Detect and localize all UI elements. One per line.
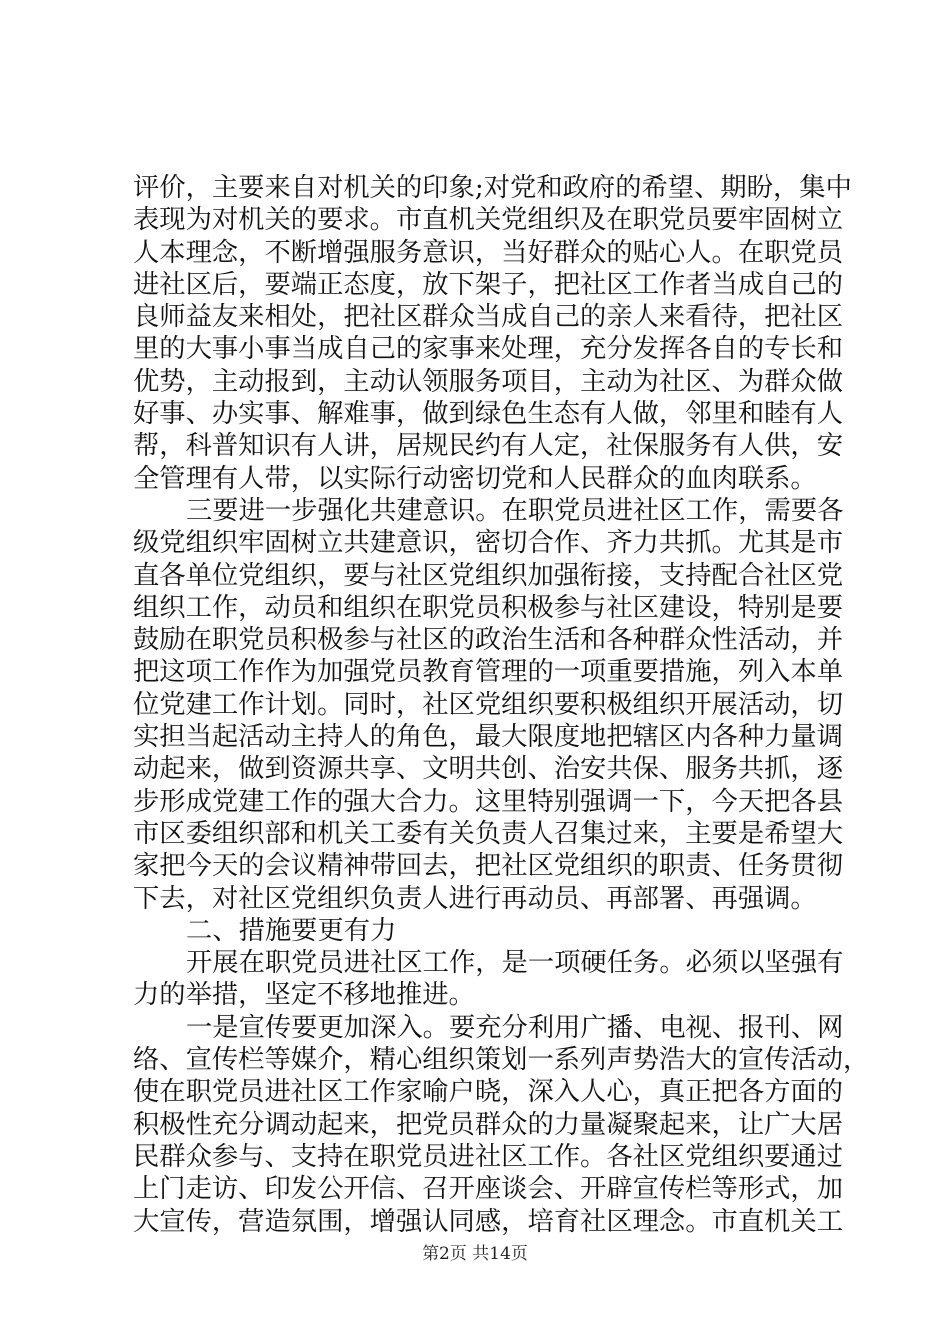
text-line: 组织工作，动员和组织在职党员积极参与社区建设，特别是要 xyxy=(133,592,844,623)
text-line: 家把今天的会议精神带回去，把社区党组织的职责、任务贯彻 xyxy=(133,851,844,882)
text-line: 人本理念，不断增强服务意识，当好群众的贴心人。在职党员 xyxy=(133,237,844,268)
text-line: 表现为对机关的要求。市直机关党组织及在职党员要牢固树立 xyxy=(133,205,844,236)
text-line: 力的举措，坚定不移地推进。 xyxy=(133,980,475,1011)
text-line: 评价，主要来自对机关的印象;对党和政府的希望、期盼，集中 xyxy=(133,173,852,203)
paragraph-start-line: 一是宣传要更加深入。要充分利用广播、电视、报刊、网 xyxy=(186,1012,844,1043)
text-line: 鼓励在职党员积极参与社区的政治生活和各种群众性活动，并 xyxy=(133,625,844,656)
text-line: 上门走访、印发公开信、召开座谈会、开辟宣传栏等形式，加 xyxy=(133,1174,844,1205)
text-line: 位党建工作计划。同时，社区党组织要积极组织开展活动，切 xyxy=(133,689,844,720)
text-line: 直各单位党组织，要与社区党组织加强衔接，支持配合社区党 xyxy=(133,560,844,591)
text-line: 实担当起活动主持人的角色，最大限度地把辖区内各种力量调 xyxy=(133,722,844,753)
paragraph-start-line: 开展在职党员进社区工作，是一项硬任务。必须以坚强有 xyxy=(186,948,844,979)
text-line: 民群众参与、支持在职党员进社区工作。各社区党组织要通过 xyxy=(133,1141,844,1172)
page-number-footer: 第2页 共14页 xyxy=(422,1244,528,1264)
text-line: 进社区后，要端正态度，放下架子，把社区工作者当成自己的 xyxy=(133,269,844,300)
text-line: 里的大事小事当成自己的家事来处理，充分发挥各自的专长和 xyxy=(133,334,844,365)
text-line: 全管理有人带，以实际行动密切党和人民群众的血肉联系。 xyxy=(133,463,817,494)
text-line: 动起来，做到资源共享、文明共创、治安共保、服务共抓，逐 xyxy=(133,754,844,785)
text-line: 步形成党建工作的强大合力。这里特别强调一下，今天把各县 xyxy=(133,786,844,817)
text-line: 使在职党员进社区工作家喻户晓，深入人心，真正把各方面的 xyxy=(133,1077,844,1108)
text-line: 市区委组织部和机关工委有关负责人召集过来，主要是希望大 xyxy=(133,818,844,849)
paragraph-start-line: 三要进一步强化共建意识。在职党员进社区工作，需要各 xyxy=(186,495,844,526)
text-line: 级党组织牢固树立共建意识，密切合作、齐力共抓。尤其是市 xyxy=(133,528,844,559)
text-line: 良师益友来相处，把社区群众当成自己的亲人来看待，把社区 xyxy=(133,302,844,333)
text-line: 积极性充分调动起来，把党员群众的力量凝聚起来，让广大居 xyxy=(133,1109,844,1140)
section-heading: 二、措施要更有力 xyxy=(186,915,397,946)
document-body xyxy=(133,172,870,1238)
text-line: 好事、办实事、解难事，做到绿色生态有人做，邻里和睦有人 xyxy=(133,399,844,430)
text-line: 大宣传，营造氛围，增强认同感，培育社区理念。市直机关工 xyxy=(133,1206,844,1237)
text-line: 优势，主动报到，主动认领服务项目，主动为社区、为群众做 xyxy=(133,366,844,397)
text-line: 帮，科普知识有人讲，居规民约有人定，社保服务有人供，安 xyxy=(133,431,844,462)
text-line: 下去，对社区党组织负责人进行再动员、再部署、再强调。 xyxy=(133,883,817,914)
text-line: 络、宣传栏等媒介，精心组织策划一系列声势浩大的宣传活动， xyxy=(133,1045,870,1076)
text-line: 把这项工作作为加强党员教育管理的一项重要措施，列入本单 xyxy=(133,657,844,688)
